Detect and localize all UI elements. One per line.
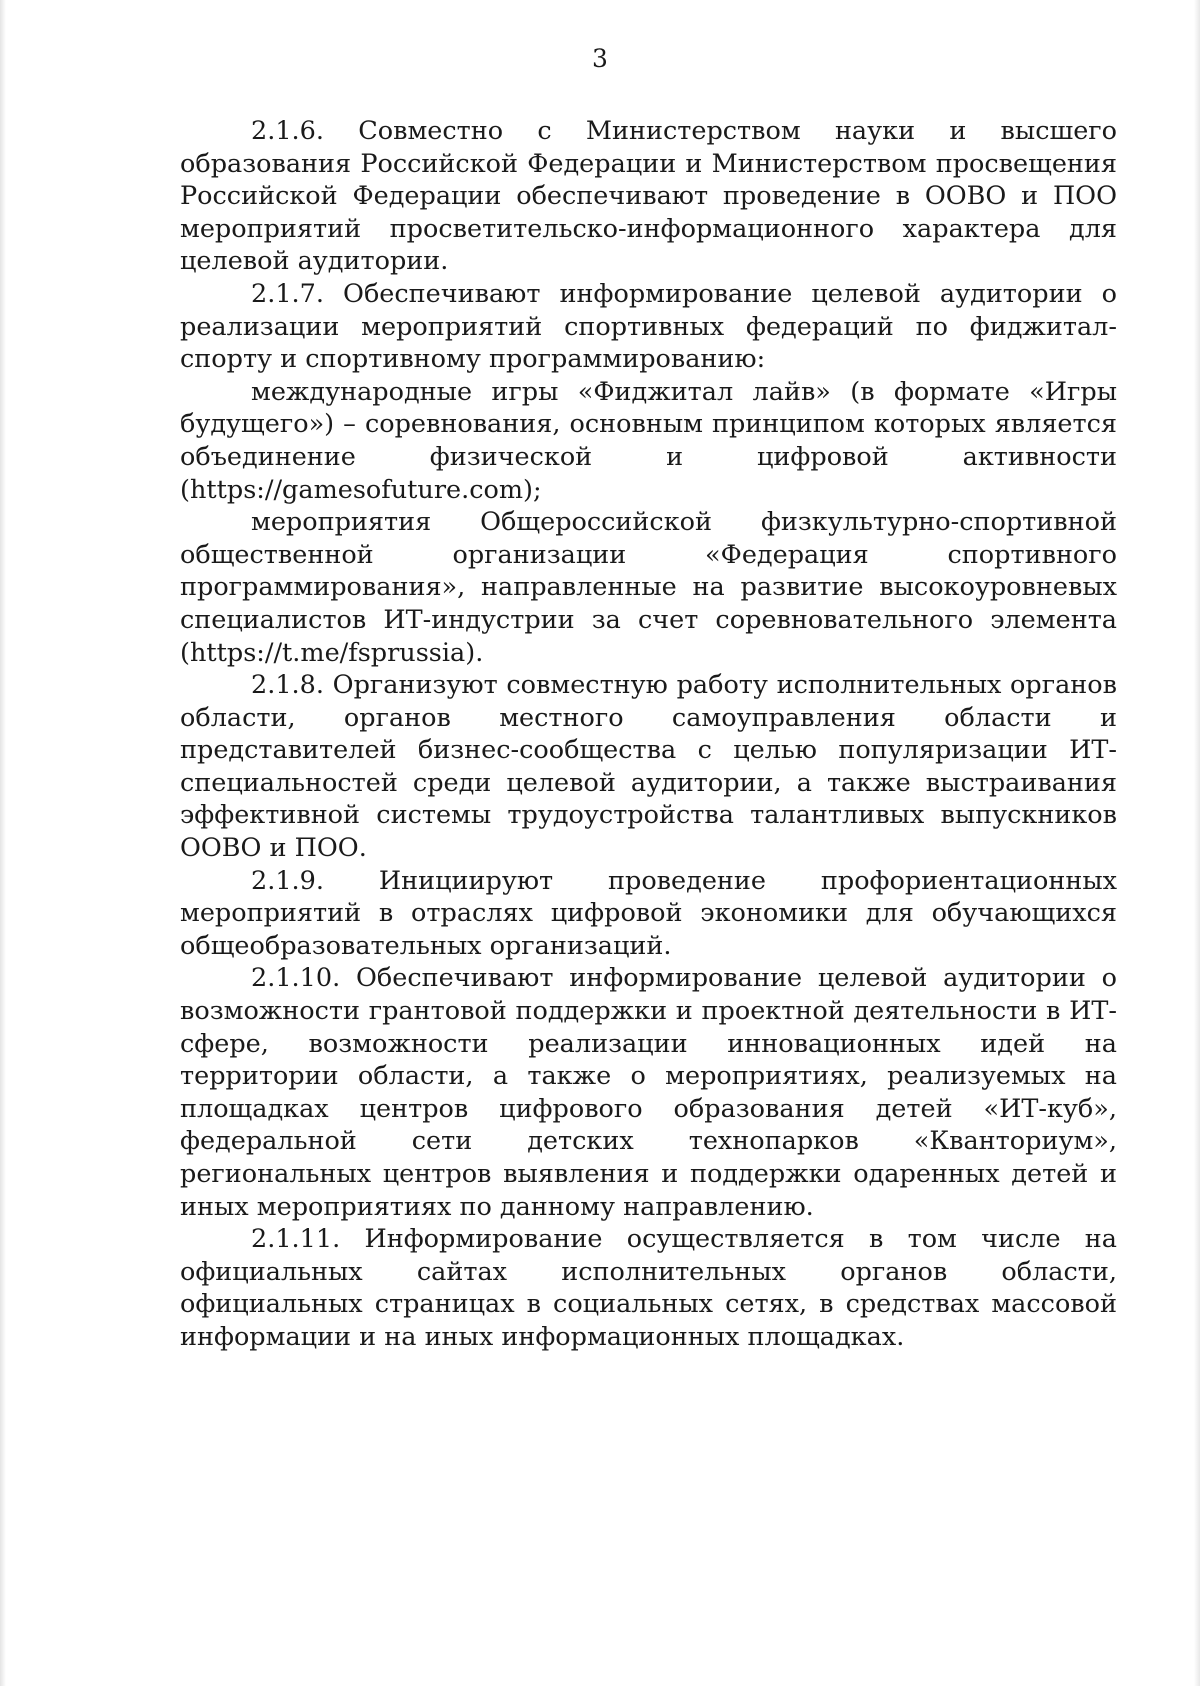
paragraph-2-1-8: 2.1.8. Организуют совместную работу исполнительных органов области, органов местного самоуправления области и представителей бизнес-сообщества с целью популяризации ИТ-специальностей среди целевой аудитории, а также выстраивания эффективной системы трудоустройства талантливых выпускников ООВО и ПОО.	[180, 670, 1117, 864]
paragraph-2-1-9: 2.1.9. Инициируют проведение профориентационных мероприятий в отраслях цифровой экономики для обучающихся общеобразовательных организаций.	[180, 865, 1117, 961]
scan-edge-right	[1194, 0, 1200, 1686]
document-body	[180, 115, 1117, 1354]
paragraph-2-1-7: 2.1.7. Обеспечивают информирование целевой аудитории о реализации мероприятий спортивных федераций по фиджитал-спорту и спортивному программированию:	[180, 278, 1117, 375]
paragraph-sport-programming-federation: мероприятия Общероссийской физкультурно-спортивной общественной организации «Федерация спортивного программирования», направленные на развитие высокоуровневых специалистов ИТ-индустрии за счет соревновательного элемента (https://t.me/fsprussia).	[180, 507, 1117, 668]
paragraph-2-1-10: 2.1.10. Обеспечивают информирование целевой аудитории о возможности грантовой поддержки и проектной деятельности в ИТ-сфере, возможности реализации инновационных идей на территории области, а также о мероприятиях, реализуемых на площадках центров цифрового образования детей «ИТ-куб», федеральной сети детских технопарков «Кванториум», региональных центров выявления и поддержки одаренных детей и иных мероприятиях по данному направлению.	[180, 963, 1117, 1222]
paragraph-fidgital-live: международные игры «Фиджитал лайв» (в формате «Игры будущего») – соревнования, основным принципом которых является объединение физической и цифровой активности (https://gamesofuture.com);	[180, 376, 1117, 505]
page-number: 3	[592, 44, 608, 73]
scan-edge-left	[0, 0, 6, 1686]
paragraph-2-1-11: 2.1.11. Информирование осуществляется в том числе на официальных сайтах исполнительных органов области, официальных страницах в социальных сетях, в средствах массовой информации и на иных информационных площадках.	[180, 1224, 1117, 1352]
paragraph-2-1-6: 2.1.6. Совместно с Министерством науки и высшего образования Российской Федерации и Министерством просвещения Российской Федерации обеспечивают проведение в ООВО и ПОО мероприятий просветительско-информационного характера для целевой аудитории.	[180, 116, 1117, 277]
